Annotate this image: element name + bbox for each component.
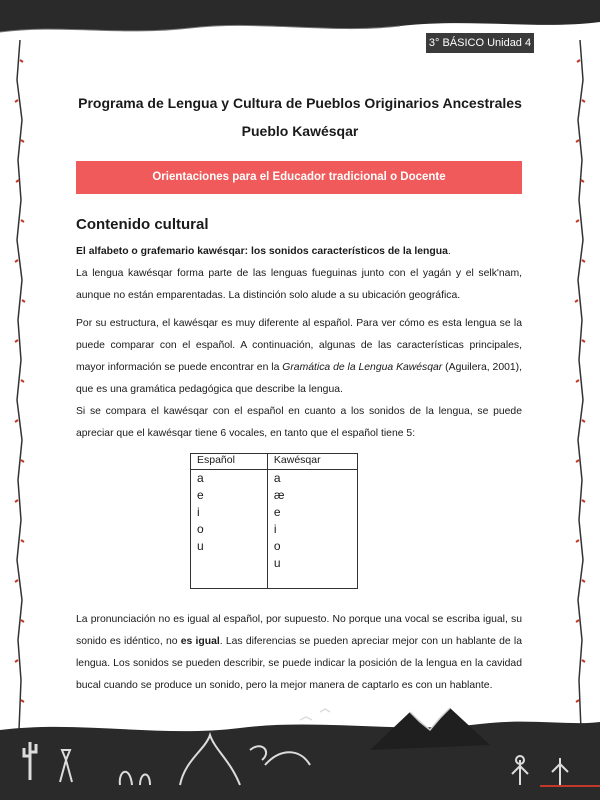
right-border-decoration [574, 40, 586, 730]
header-kawesqar: Kawésqar [267, 454, 357, 470]
vowel-es-5: u [197, 539, 204, 553]
grammar-book-title: Gramática de la Lengua Kawésqar [282, 362, 443, 373]
vowel-es-3: i [197, 505, 200, 519]
paragraph-3: Si se compara el kawésqar con el español en cuanto a los sonidos de la lengua, se puede apreciar que el kawésqar tiene 6 vocales, en tanto que el español tiene 5: [76, 406, 522, 439]
paragraph-2 [76, 313, 522, 401]
paragraph-4-part-a: La pronunciación no es igual al español, por supuesto. No porque una vocal se escriba igual, su sonido es idéntico, no [76, 614, 522, 647]
vowel-kw-5: o [273, 539, 281, 553]
header-espanol: Español [191, 454, 268, 470]
content-heading: Contenido cultural [76, 216, 209, 233]
vowel-es-2: e [197, 488, 204, 502]
kawesqar-vowels [267, 470, 357, 589]
content-subheading [76, 241, 522, 263]
section-banner: Orientaciones para el Educador tradicional o Docente [76, 161, 522, 194]
vowel-es-4: o [197, 522, 204, 536]
paragraph-4 [76, 609, 522, 697]
vowel-kw-2: æ [273, 488, 285, 502]
paragraph-1: La lengua kawésqar forma parte de las lenguas fueguinas junto con el yagán y el selk'nam, aunque no están emparentadas. La distinción solo alude a su ubicación geográfica. [76, 268, 522, 301]
vowel-kw-1: a [273, 471, 281, 485]
vowel-kw-3: e [273, 505, 281, 519]
left-border-decoration [14, 40, 26, 730]
program-title: Programa de Lengua y Cultura de Pueblos Originarios Ancestrales [78, 95, 522, 111]
people-title: Pueblo Kawésqar [241, 123, 359, 139]
subheading-period: . [447, 246, 451, 257]
vowel-table [190, 453, 358, 589]
vowel-es-1: a [197, 471, 204, 485]
vowel-kw-6: u [273, 556, 281, 570]
grade-badge: 3° BÁSICO Unidad 4 [426, 33, 534, 53]
paragraph-2-part-a: Por su estructura, el kawésqar es muy diferente al español. Para ver cómo es esta lengua se la puede comparar con el español. A continuación, algunas de las características principales, mayor información se puede encontrar en la [76, 318, 522, 373]
emphasis-text: es igual [180, 636, 220, 647]
paragraph-4-part-b: . Las diferencias se pueden apreciar mejor con un hablante de la lengua. Los sonidos se pueden describir, se puede indicar la posición de la lengua en la cavidad bucal cuando se produce un sonido, pero la mejor manera de captarlo es con un hablante. [76, 636, 522, 691]
subheading-text: El alfabeto o grafemario kawésqar: los sonidos característicos de la lengua [76, 246, 448, 257]
footer-landscape-illustration [0, 690, 600, 800]
vowel-kw-4: i [273, 522, 277, 536]
espanol-vowels [191, 470, 268, 589]
paragraph-2-part-b: (Aguilera, 2001), que es una gramática pedagógica que describe la lengua. [76, 362, 522, 395]
